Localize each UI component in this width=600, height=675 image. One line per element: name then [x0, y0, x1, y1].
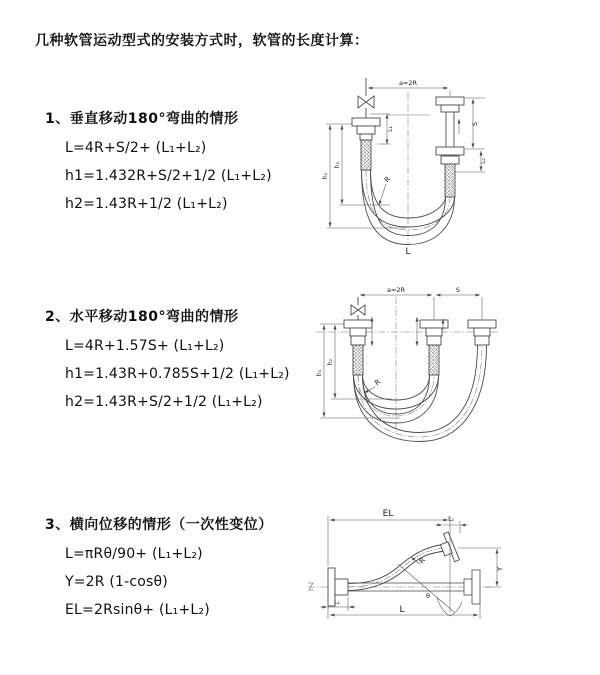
flange-fitting-right-moved [468, 320, 496, 345]
section-heading: 1、垂直移动180°弯曲的情形 [45, 111, 239, 127]
flange-fitting-right [436, 97, 464, 197]
dim-label-h2: h₂ [327, 358, 334, 366]
formula-line: h1=1.432R+S/2+1/2 (L₁+L₂) [65, 168, 272, 184]
formula-line: h2=1.43R+1/2 (L₁+L₂) [65, 196, 228, 212]
formula-line: L=4R+S/2+ (L₁+L₂) [65, 140, 207, 156]
diagram-vertical-180-bend [302, 72, 558, 258]
dim-label-s: S [455, 286, 461, 294]
dim-label-l2: L₂ [448, 516, 454, 523]
dim-label-h1: h₁ [322, 172, 329, 180]
dimension-lines [326, 88, 485, 228]
formula-line: h1=1.43R+0.785S+1/2 (L₁+L₂) [65, 366, 290, 382]
hose-braid [353, 345, 363, 375]
dim-label-h2: h₂ [334, 161, 341, 169]
dim-label-l1: L₁ [387, 126, 394, 132]
radius-label: R [383, 175, 393, 185]
formula-line: EL=2Rsinθ+ (L₁+L₂) [65, 602, 210, 618]
section-lateral-displacement [45, 514, 273, 624]
radius-label: R [373, 377, 383, 388]
dim-label-a2r: a=2R [386, 286, 406, 294]
hose-braid [361, 140, 371, 170]
section-heading: 3、横向位移的情形（一次性变位） [45, 517, 273, 533]
dim-label-s: S [471, 121, 479, 127]
valve-icon [358, 78, 374, 118]
angle-label: θ [426, 592, 430, 600]
hose-braid [429, 345, 439, 375]
flange-fitting-middle [420, 320, 448, 375]
formula-line: L=4R+1.57S+ (L₁+L₂) [65, 338, 225, 354]
section-horizontal-movement [45, 306, 290, 416]
construction-lines [398, 557, 462, 616]
formula-line: h2=1.43R+S/2+1/2 (L₁+L₂) [65, 394, 263, 410]
formula-line: L=πRθ/90+ (L₁+L₂) [65, 546, 203, 562]
length-label: L [405, 247, 411, 257]
page-title: 几种软管运动型式的安装方式时，软管的长度计算： [35, 33, 369, 49]
valve-icon [351, 297, 365, 320]
centerlines [366, 92, 450, 244]
flange-fitting-right-ghost [472, 570, 480, 604]
flange-fitting-left [352, 118, 380, 170]
section-vertical-movement [45, 108, 272, 218]
hose-s-curve [348, 544, 450, 591]
radius-label: R [417, 556, 428, 566]
dim-label-l2: L₂ [480, 158, 487, 164]
diagram-horizontal-180-bend [300, 283, 565, 455]
dim-label-el: EL [382, 509, 394, 519]
dim-label-l: L [399, 605, 405, 615]
diagram-lateral-displacement [300, 500, 590, 630]
dim-label-a2r: a=2R [398, 79, 418, 87]
dim-label-h1: h₁ [316, 369, 323, 377]
dim-label-l1: L₁ [334, 599, 340, 606]
section-heading: 2、水平移动180°弯曲的情形 [45, 309, 239, 325]
dim-label-y: Y [496, 566, 504, 572]
formula-line: Y=2R (1-cosθ) [65, 574, 168, 590]
centerlines [316, 297, 498, 437]
hose-braid [445, 164, 455, 197]
flange-fitting-left [344, 320, 372, 375]
